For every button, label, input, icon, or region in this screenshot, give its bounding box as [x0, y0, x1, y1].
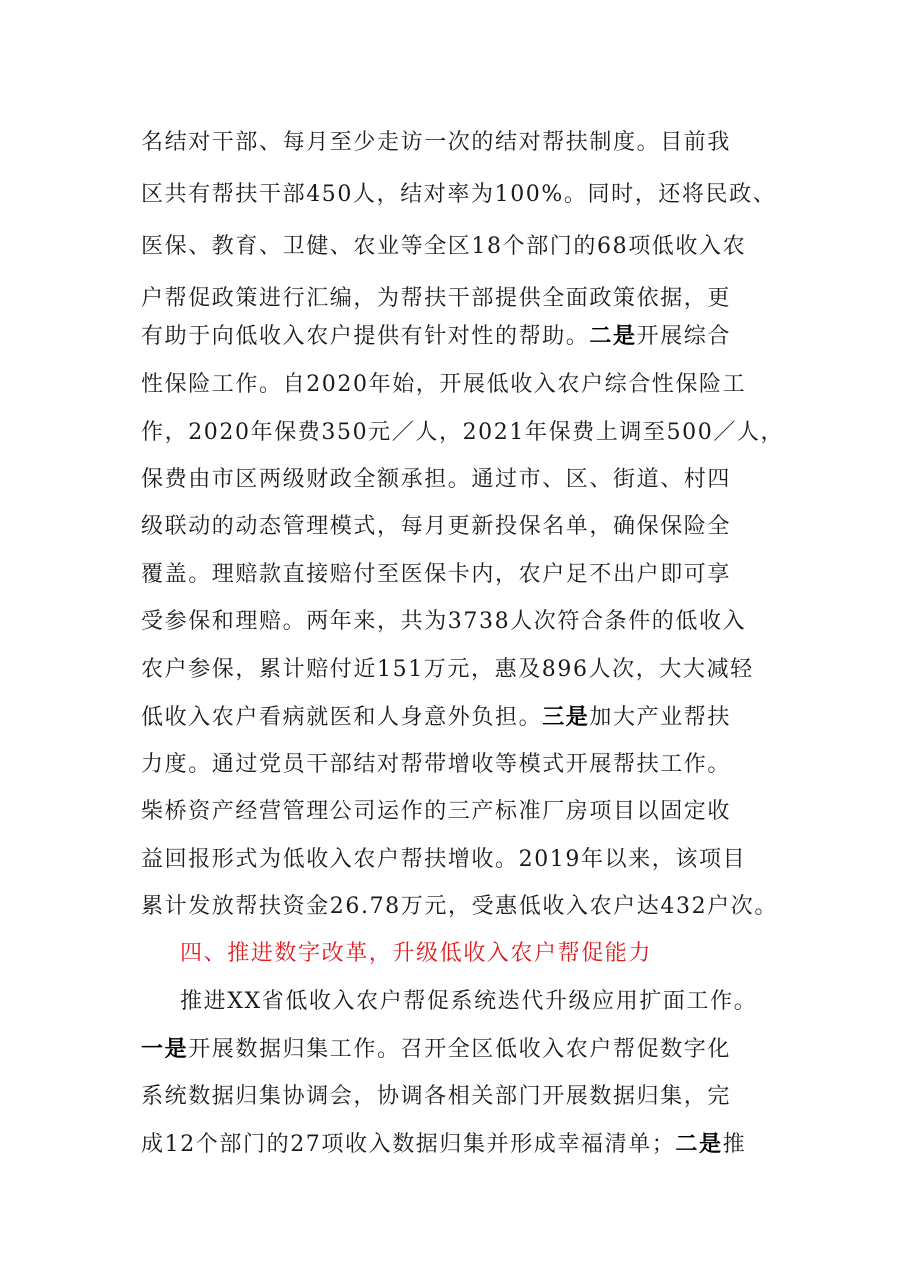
emphasis-marker: 一是	[141, 1036, 189, 1062]
emphasis-marker: 二是	[675, 1131, 723, 1157]
body-line: 作，2020年保费350元／人，2021年保费上调至500／人，	[141, 420, 785, 445]
body-line: 一是开展数据归集工作。召开全区低收入农户帮促数字化	[141, 1036, 732, 1062]
body-line: 性保险工作。自2020年始，开展低收入农户综合性保险工	[141, 372, 747, 397]
emphasis-marker: 三是	[542, 704, 590, 730]
section-heading: 四、推进数字改革，升级低收入农户帮促能力	[180, 941, 653, 966]
body-line: 累计发放帮扶资金26.78万元，受惠低收入农户达432户次。	[141, 894, 778, 919]
body-line: 系统数据归集协调会，协调各相关部门开展数据归集，完	[141, 1084, 732, 1109]
body-line: 户帮促政策进行汇编，为帮扶干部提供全面政策依据，更	[141, 286, 732, 311]
body-line: 柴桥资产经营管理公司运作的三产标准厂房项目以固定收	[141, 799, 732, 824]
body-line: 受参保和理赔。两年来，共为3738人次符合条件的低收入	[141, 609, 747, 634]
body-line: 医保、教育、卫健、农业等全区18个部门的68项低收入农	[141, 234, 747, 259]
body-line: 保费由市区两级财政全额承担。通过市、区、街道、村四	[141, 467, 732, 492]
body-line: 区共有帮扶干部450人，结对率为100%。同时，还将民政、	[141, 182, 777, 207]
body-line: 名结对干部、每月至少走访一次的结对帮扶制度。目前我	[141, 130, 732, 155]
body-line: 覆盖。理赔款直接赔付至医保卡内，农户足不出户即可享	[141, 562, 732, 587]
emphasis-marker: 二是	[589, 323, 637, 349]
body-line: 级联动的动态管理模式，每月更新投保名单，确保保险全	[141, 514, 732, 539]
body-line: 有助于向低收入农户提供有针对性的帮助。二是开展综合	[141, 323, 732, 349]
body-line: 成12个部门的27项收入数据归集并形成幸福清单；二是推	[141, 1131, 747, 1157]
body-line: 低收入农户看病就医和人身意外负担。三是加大产业帮扶	[141, 704, 732, 730]
body-line: 推进XX省低收入农户帮促系统迭代升级应用扩面工作。	[180, 989, 758, 1014]
body-line: 力度。通过党员干部结对帮带增收等模式开展帮扶工作。	[141, 752, 732, 777]
body-line: 益回报形式为低收入农户帮扶增收。2019年以来，该项目	[141, 847, 747, 872]
body-line: 农户参保，累计赔付近151万元，惠及896人次，大大减轻	[141, 657, 754, 682]
